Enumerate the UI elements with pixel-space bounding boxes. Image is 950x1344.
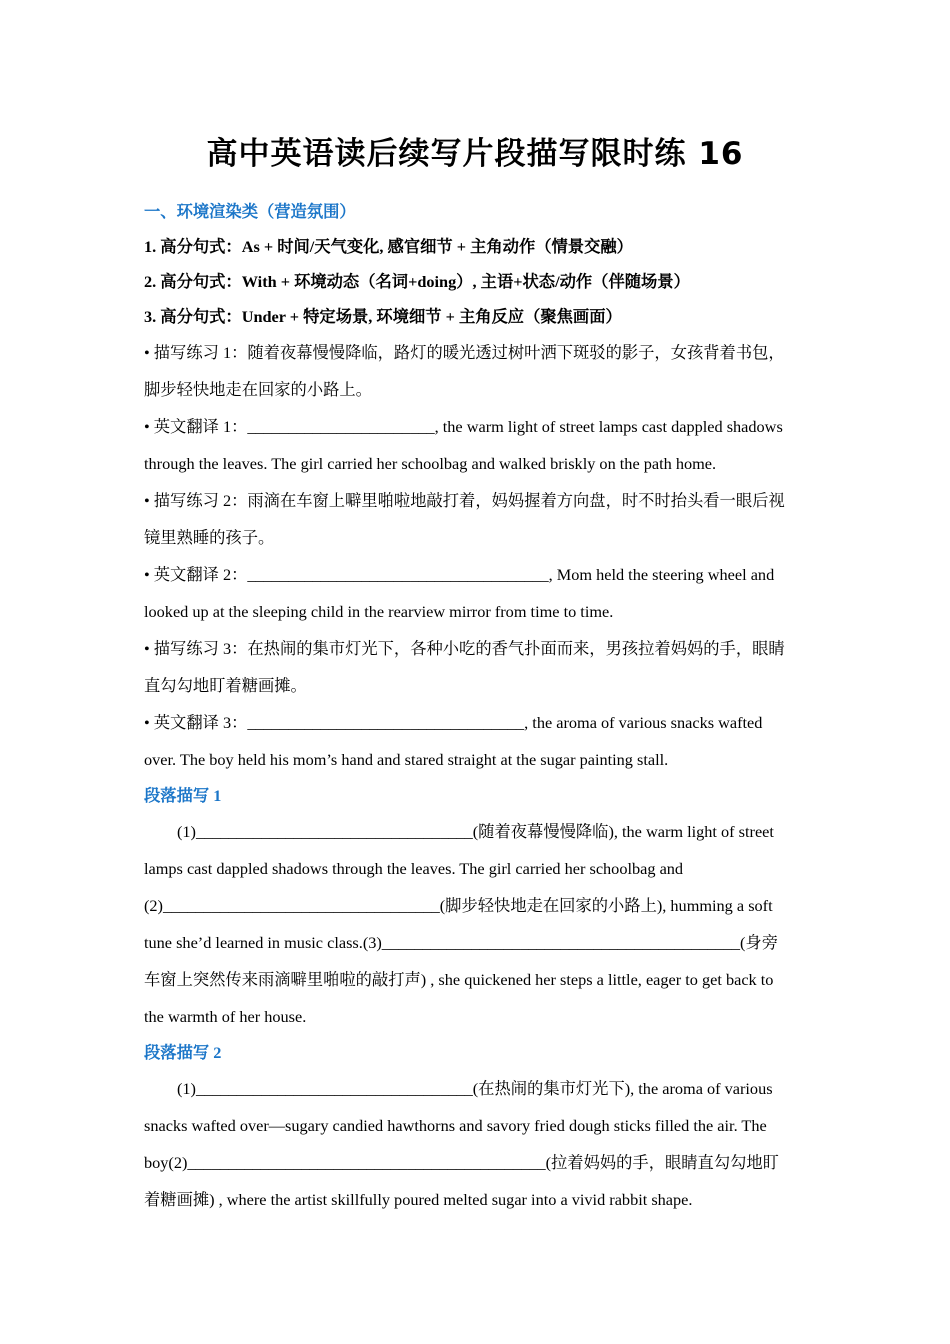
exercise-3-chinese-cont: 直勾勾地盯着糖画摊。 <box>144 676 307 695</box>
paragraph-2-line: 着糖画摊) , where the artist skillfully poured melted sugar into a vivid rabbit shape. <box>144 1190 693 1209</box>
paragraph-1-line: (1)__________________________________(随着夜幕慢慢降临), the warm light of street <box>177 822 774 841</box>
exercise-1-chinese: • 描写练习 1：随着夜幕慢慢降临，路灯的暖光透过树叶洒下斑驳的影子，女孩背着书包， <box>144 343 785 362</box>
paragraph-1-heading: 段落描写 1 <box>144 786 222 805</box>
paragraph-2-heading: 段落描写 2 <box>144 1043 222 1062</box>
paragraph-2-line: boy(2)____________________________________________(拉着妈妈的手，眼睛直勾勾地盯 <box>144 1153 779 1172</box>
exercise-3-english-cont: over. The boy held his mom’s hand and stared straight at the sugar painting stall. <box>144 750 669 769</box>
exercise-2-english: • 英文翻译 2：_____________________________________, Mom held the steering wheel and <box>144 565 775 584</box>
document-body <box>144 194 808 1218</box>
paragraph-1-line: 车窗上突然传来雨滴噼里啪啦的敲打声) , she quickened her steps a little, eager to get back to <box>144 970 774 989</box>
paragraph-1-line: the warmth of her house. <box>144 1007 307 1026</box>
paragraph-1-line: tune she’d learned in music class.(3)____________________________________________(身旁 <box>144 933 778 952</box>
page-title: 高中英语读后续写片段描写限时练 16 <box>206 136 744 172</box>
sentence-pattern-1: 1. 高分句式：As + 时间/天气变化, 感官细节 + 主角动作（情景交融） <box>144 237 633 256</box>
section-heading: 一、环境渲染类（营造氛围） <box>144 202 356 221</box>
sentence-pattern-2: 2. 高分句式：With + 环境动态（名词+doing）, 主语+状态/动作（伴随场景） <box>144 272 690 291</box>
exercise-2-chinese-cont: 镜里熟睡的孩子。 <box>144 528 275 547</box>
exercise-1-english: • 英文翻译 1：_______________________, the warm light of street lamps cast dappled shadows <box>144 417 783 436</box>
paragraph-1-line: lamps cast dappled shadows through the leaves. The girl carried her schoolbag and <box>144 859 684 878</box>
paragraph-2-line: snacks wafted over—sugary candied hawthorns and savory fried dough sticks filled the air. The <box>144 1116 767 1135</box>
exercise-2-english-cont: looked up at the sleeping child in the rearview mirror from time to time. <box>144 602 614 621</box>
exercise-1-english-cont: through the leaves. The girl carried her schoolbag and walked briskly on the path home. <box>144 454 717 473</box>
exercise-3-chinese: • 描写练习 3：在热闹的集市灯光下，各种小吃的香气扑面而来，男孩拉着妈妈的手，眼睛 <box>144 639 785 658</box>
paragraph-1-line: (2)__________________________________(脚步轻快地走在回家的小路上), humming a soft <box>144 896 773 915</box>
exercise-1-chinese-cont: 脚步轻快地走在回家的小路上。 <box>144 380 372 399</box>
exercise-2-chinese: • 描写练习 2：雨滴在车窗上噼里啪啦地敲打着，妈妈握着方向盘，时不时抬头看一眼后视 <box>144 491 785 510</box>
paragraph-2-line: (1)__________________________________(在热闹的集市灯光下), the aroma of various <box>177 1079 773 1098</box>
sentence-pattern-3: 3. 高分句式：Under + 特定场景, 环境细节 + 主角反应（聚焦画面） <box>144 307 622 326</box>
exercise-3-english: • 英文翻译 3：__________________________________, the aroma of various snacks wafted <box>144 713 763 732</box>
